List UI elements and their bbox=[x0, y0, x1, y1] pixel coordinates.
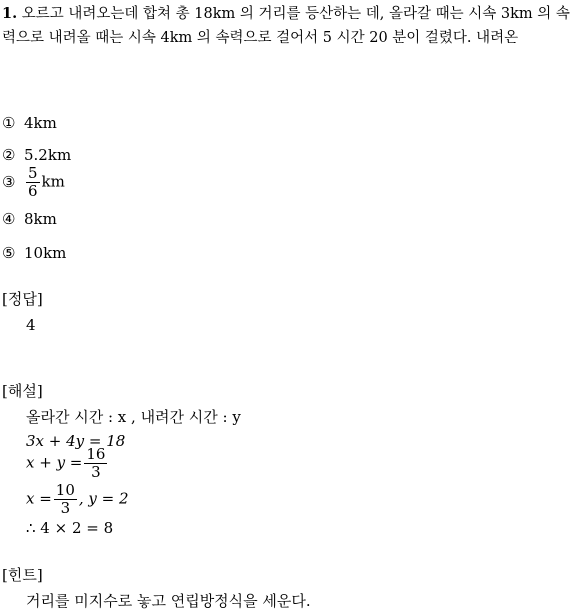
solution-heading: [해설] bbox=[2, 382, 43, 400]
question-number: 1. bbox=[2, 5, 18, 22]
option-4-text: 8km bbox=[24, 210, 57, 228]
option-3-fraction bbox=[26, 166, 40, 199]
solution-line-1: 올라간 시간 : x , 내려간 시간 : y bbox=[26, 408, 241, 426]
option-2[interactable] bbox=[2, 146, 71, 164]
solution-equation-2-denominator: 3 bbox=[91, 463, 101, 481]
solution-equation-2 bbox=[26, 447, 109, 480]
hint-text: 거리를 미지수로 놓고 연립방정식을 세운다. bbox=[26, 592, 311, 610]
option-3-denominator: 6 bbox=[28, 182, 38, 200]
hint-heading: [힌트] bbox=[2, 566, 43, 584]
option-5[interactable] bbox=[2, 244, 66, 262]
solution-equation-3-fraction bbox=[54, 483, 77, 516]
solution-equation-1: 3x + 4y = 18 bbox=[26, 432, 126, 450]
solution-equation-2-fraction bbox=[84, 447, 107, 480]
solution-equation-2-left: x + y = bbox=[26, 453, 83, 472]
option-3-unit: km bbox=[41, 172, 65, 191]
option-1-text: 4km bbox=[24, 114, 57, 132]
option-1[interactable] bbox=[2, 114, 57, 132]
solution-equation-3 bbox=[26, 483, 129, 516]
solution-equation-3-right: , y = 2 bbox=[78, 489, 129, 508]
solution-conclusion: ∴ 4 × 2 = 8 bbox=[26, 519, 114, 537]
question-text bbox=[2, 2, 572, 50]
option-3-marker: ③ bbox=[2, 172, 16, 191]
option-2-marker: ② bbox=[2, 146, 16, 164]
option-4[interactable] bbox=[2, 210, 57, 228]
solution-equation-3-left: x = bbox=[26, 489, 52, 508]
option-5-marker: ⑤ bbox=[2, 244, 16, 262]
option-3[interactable] bbox=[2, 166, 65, 199]
option-5-text: 10km bbox=[24, 244, 67, 262]
solution-equation-3-numerator: 10 bbox=[55, 481, 75, 499]
option-1-marker: ① bbox=[2, 114, 16, 132]
solution-equation-2-numerator: 16 bbox=[86, 445, 106, 463]
option-3-numerator: 5 bbox=[28, 164, 38, 182]
solution-equation-3-denominator: 3 bbox=[60, 499, 71, 517]
answer-value: 4 bbox=[26, 316, 36, 334]
question-body: 오르고 내려오는데 합쳐 총 18km 의 거리를 등산하는 데, 올라갈 때는 시속 3km 의 속력으로 내려올 때는 시속 4km 의 속력으로 걸어서 5 시간 20 분이 걸렸다. 내려온 bbox=[2, 6, 570, 46]
option-2-text: 5.2km bbox=[24, 146, 72, 164]
option-4-marker: ④ bbox=[2, 210, 16, 228]
answer-heading: [정답] bbox=[2, 290, 43, 308]
